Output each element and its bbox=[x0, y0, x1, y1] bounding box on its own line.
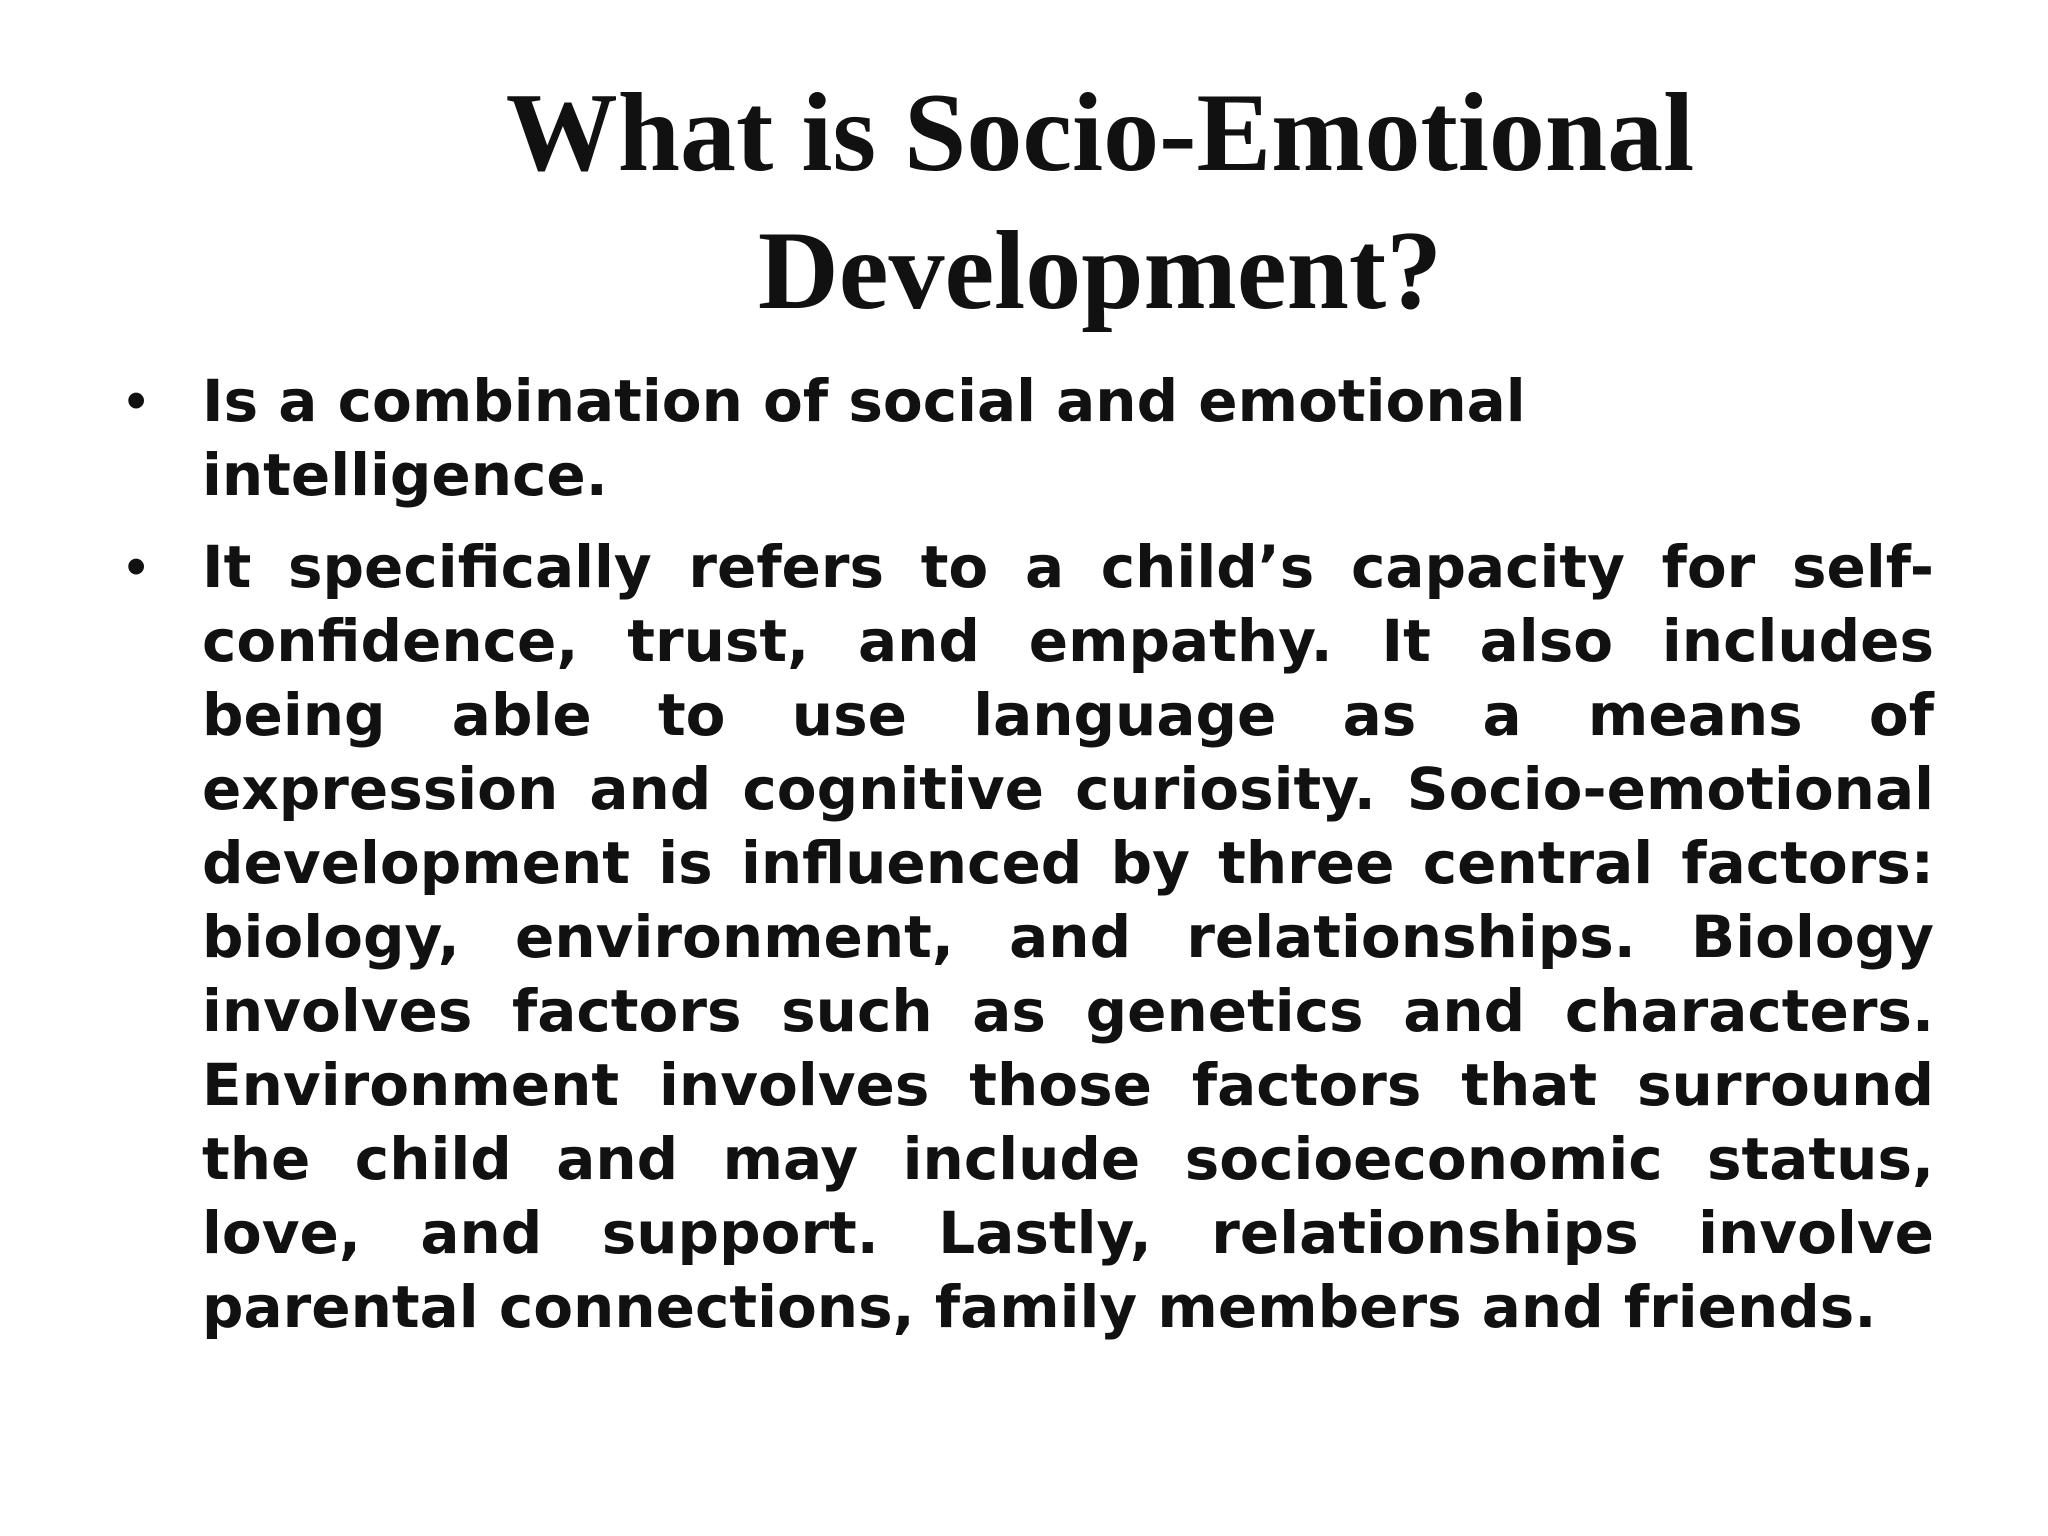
slide-title-line-1: What is Socio-Emotional bbox=[505, 71, 1695, 195]
bullet-text: Is a combination of social and emotional intelligence. bbox=[202, 367, 1526, 509]
slide-title bbox=[180, 64, 2020, 340]
bullet-dot-icon: • bbox=[126, 368, 147, 433]
bullet-item bbox=[126, 364, 1934, 512]
bullet-list bbox=[126, 364, 1934, 1362]
bullet-item bbox=[126, 530, 1934, 1344]
bullet-dot-icon: • bbox=[126, 534, 147, 599]
slide-title-line-2: Development? bbox=[757, 209, 1443, 333]
bullet-text: It specifically refers to a child’s capacity for self-confidence, trust, and empathy. It also includes being able to use language as a means of expression and cognitive curiosity. Socio-emotional development is influenced by three central factors: biology, environment, and relationships. Biology involves factors such as genetics and characters. Environment involves those factors that surround the child and may include socioeconomic status, love, and support. Lastly, relationships involve parental connections, family members and friends. bbox=[202, 533, 1934, 1341]
